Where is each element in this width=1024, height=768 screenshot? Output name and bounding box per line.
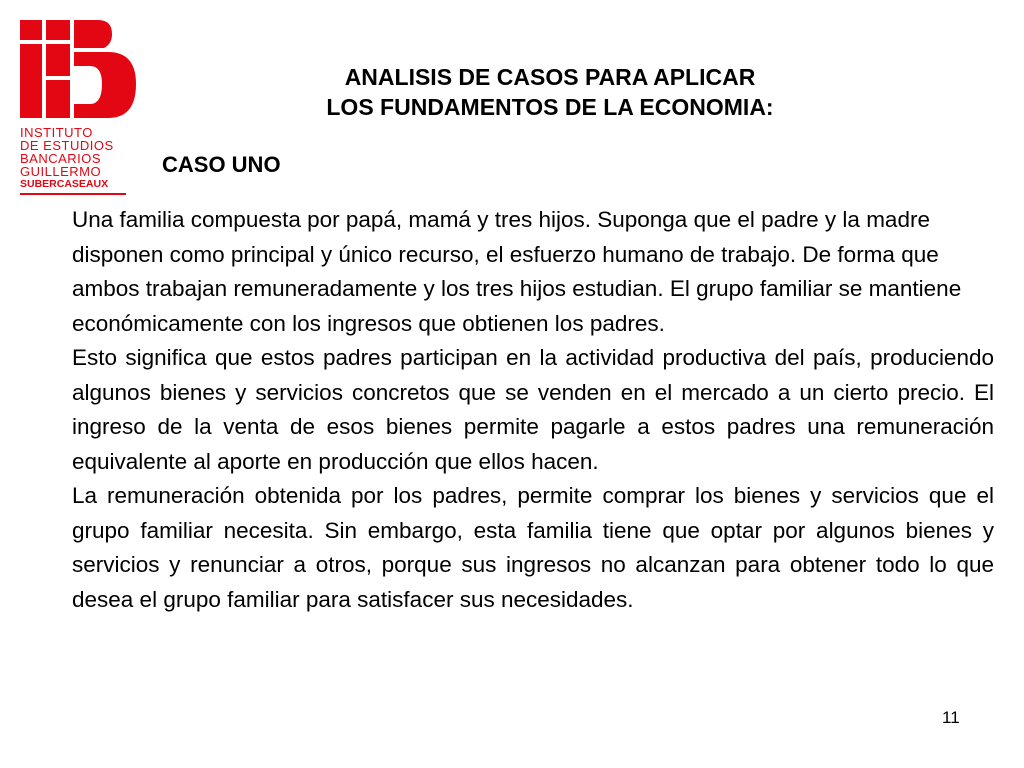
ieb-logo-icon (20, 20, 138, 118)
case-body (72, 203, 994, 617)
page-number: 11 (942, 708, 960, 727)
logo-line-3: BANCARIOS (20, 151, 102, 166)
logo-line-5: SUBERCASEAUX (20, 178, 109, 190)
slide-title-line-2: LOS FUNDAMENTOS DE LA ECONOMIA: (326, 94, 774, 120)
slide-title (200, 62, 900, 122)
institution-logo (20, 20, 138, 195)
logo-line-4: GUILLERMO (20, 164, 102, 179)
case-heading: CASO UNO (162, 152, 281, 177)
paragraph-3: La remuneración obtenida por los padres, permite comprar los bienes y servicios que el grupo familiar necesita. Sin embargo, esta familia tiene que optar por algunos bienes y servicios y renunciar a otros, porque sus ingresos no alcanzan para obtener todo lo que desea el grupo familiar para satisfacer sus necesidades. (72, 483, 994, 612)
logo-line-2: DE ESTUDIOS (20, 138, 114, 153)
paragraph-2: Esto significa que estos padres participan en la actividad productiva del país, produciendo algunos bienes y servicios concretos que se venden en el mercado a un cierto precio. El ingreso de la venta de esos bienes permite pagarle a estos padres una remuneración equivalente al aporte en producción que ellos hacen. (72, 345, 994, 474)
paragraph-1: Una familia compuesta por papá, mamá y tres hijos. Suponga que el padre y la madre disponen como principal y único recurso, el esfuerzo humano de trabajo. De forma que ambos trabajan remuneradamente y los tres hijos estudian. El grupo familiar se mantiene económicamente con los ingresos que obtienen los padres. (72, 207, 962, 336)
logo-line-1: INSTITUTO (20, 125, 93, 140)
slide-title-line-1: ANALISIS DE CASOS PARA APLICAR (344, 64, 756, 90)
logo-wordmark (20, 126, 138, 195)
logo-underline (20, 193, 126, 195)
